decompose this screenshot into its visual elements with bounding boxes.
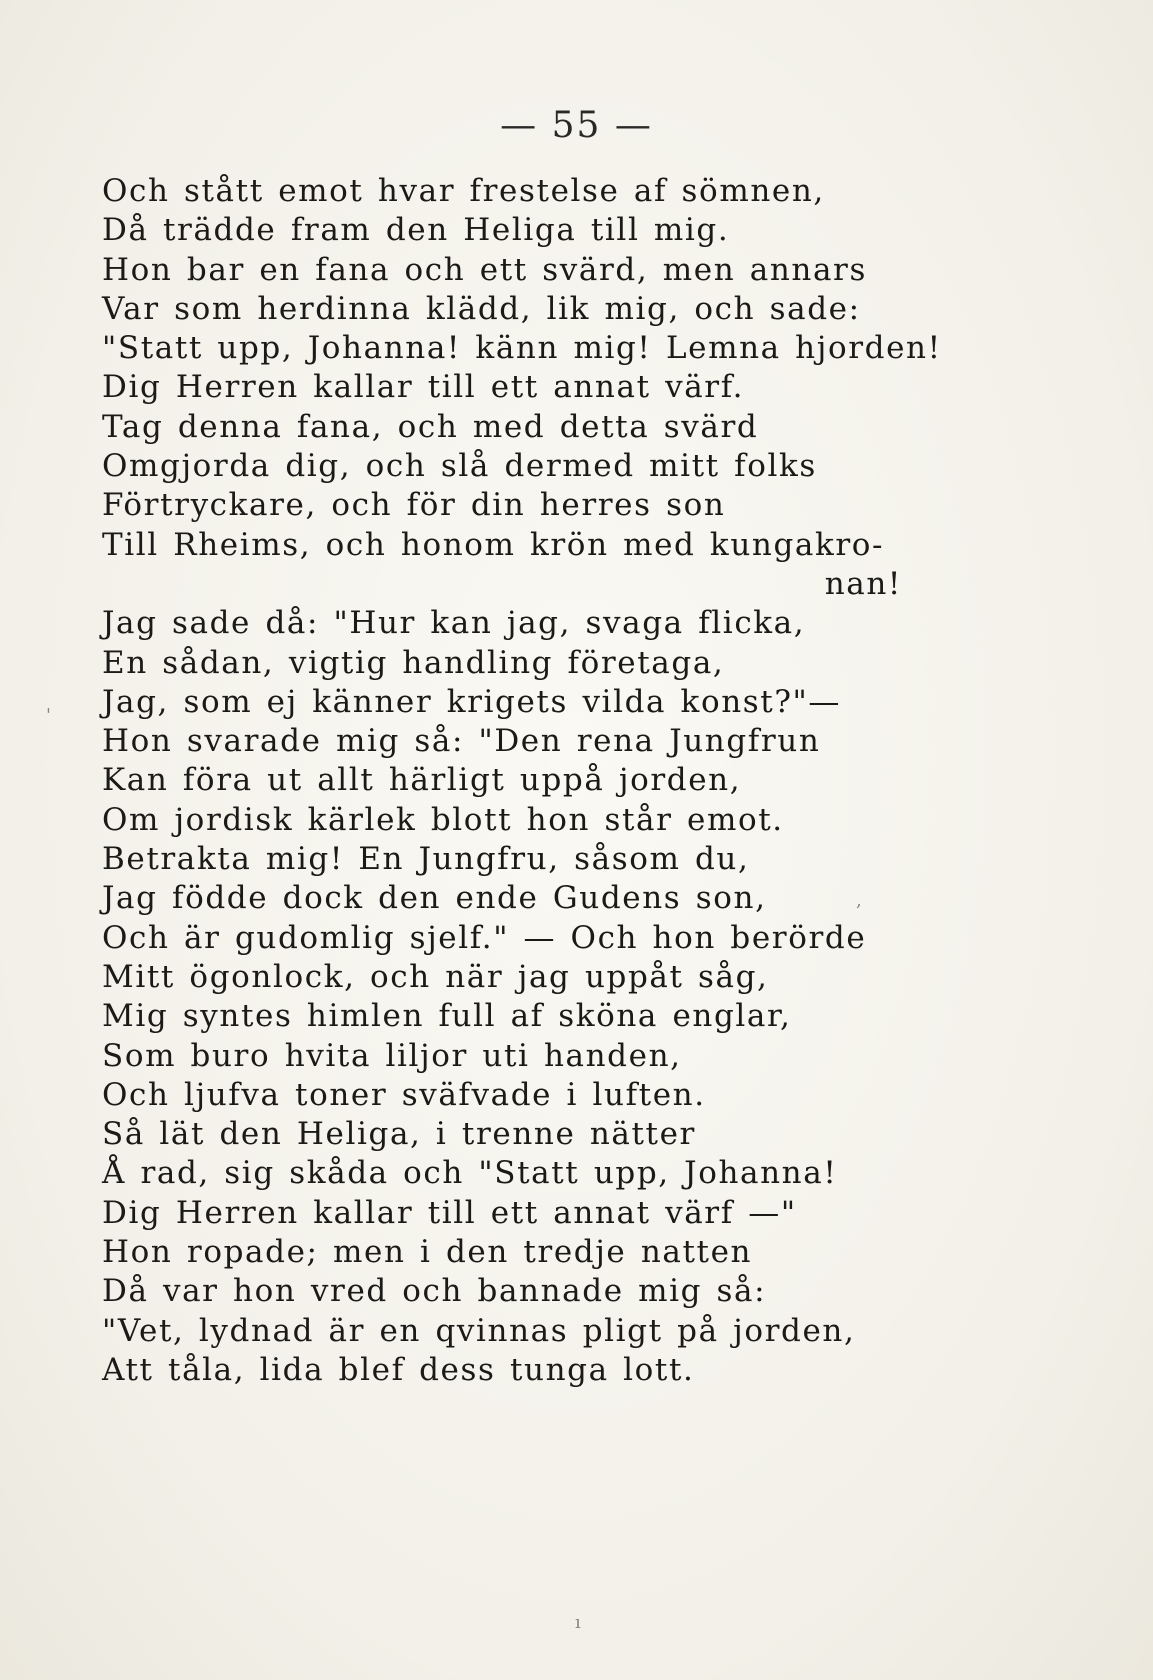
page-number: — 55 — xyxy=(500,105,653,146)
poem-line: Och ljufva toner sväfvade i luften. xyxy=(102,1076,706,1113)
print-speck: ' xyxy=(46,705,51,726)
poem-line: Jag, som ej känner krigets vilda konst?"— xyxy=(102,683,842,720)
print-speck: ı xyxy=(575,1612,581,1633)
poem-line-continuation: nan! xyxy=(824,565,902,602)
poem-line: Och är gudomlig sjelf." — Och hon berörde xyxy=(102,919,867,956)
poem-line: Å rad, sig skåda och "Statt upp, Johanna! xyxy=(102,1155,838,1192)
poem-line: Kan föra ut allt härligt uppå jorden, xyxy=(102,762,742,799)
poem-line: Dig Herren kallar till ett annat värf. xyxy=(102,369,745,406)
poem-line: Hon ropade; men i den tredje natten xyxy=(102,1234,753,1271)
poem-line: Hon bar en fana och ett svärd, men annars xyxy=(102,251,867,288)
poem-line: Tag denna fana, och med detta svärd xyxy=(102,408,759,445)
poem-line: Mig syntes himlen full af sköna englar, xyxy=(102,998,792,1035)
poem-line: Jag sade då: "Hur kan jag, svaga flicka, xyxy=(102,605,806,642)
poem-line: Mitt ögonlock, och när jag uppåt såg, xyxy=(102,958,769,995)
poem-line: En sådan, vigtig handling företaga, xyxy=(102,644,725,681)
poem-line: Till Rheims, och honom krön med kungakro- xyxy=(102,526,885,563)
poem-line: Betrakta mig! En Jungfru, såsom du, xyxy=(102,841,750,878)
poem-line: "Statt upp, Johanna! känn mig! Lemna hjorden! xyxy=(102,330,942,367)
poem-line: Om jordisk kärlek blott hon står emot. xyxy=(102,801,784,838)
poem-text xyxy=(102,172,942,1390)
poem-line: Att tåla, lida blef dess tunga lott. xyxy=(102,1351,695,1388)
poem-line: Så lät den Heliga, i trenne nätter xyxy=(102,1116,696,1153)
poem-line: Då var hon vred och bannade mig så: xyxy=(102,1273,767,1310)
poem-line: Hon svarade mig så: "Den rena Jungfrun xyxy=(102,723,821,760)
print-speck: , xyxy=(856,890,862,911)
poem-line: Var som herdinna klädd, lik mig, och sade: xyxy=(102,290,861,327)
poem-line: Omgjorda dig, och slå dermed mitt folks xyxy=(102,448,817,485)
poem-line: Som buro hvita liljor uti handen, xyxy=(102,1037,682,1074)
poem-line: Dig Herren kallar till ett annat värf —" xyxy=(102,1194,797,1231)
poem-line: Förtryckare, och för din herres son xyxy=(102,487,726,524)
poem-line: "Vet, lydnad är en qvinnas pligt på jorden, xyxy=(102,1312,856,1349)
poem-line: Jag födde dock den ende Gudens son, xyxy=(102,880,767,917)
poem-line: Och stått emot hvar frestelse af sömnen, xyxy=(102,173,825,209)
poem-line: Då trädde fram den Heliga till mig. xyxy=(102,212,730,249)
